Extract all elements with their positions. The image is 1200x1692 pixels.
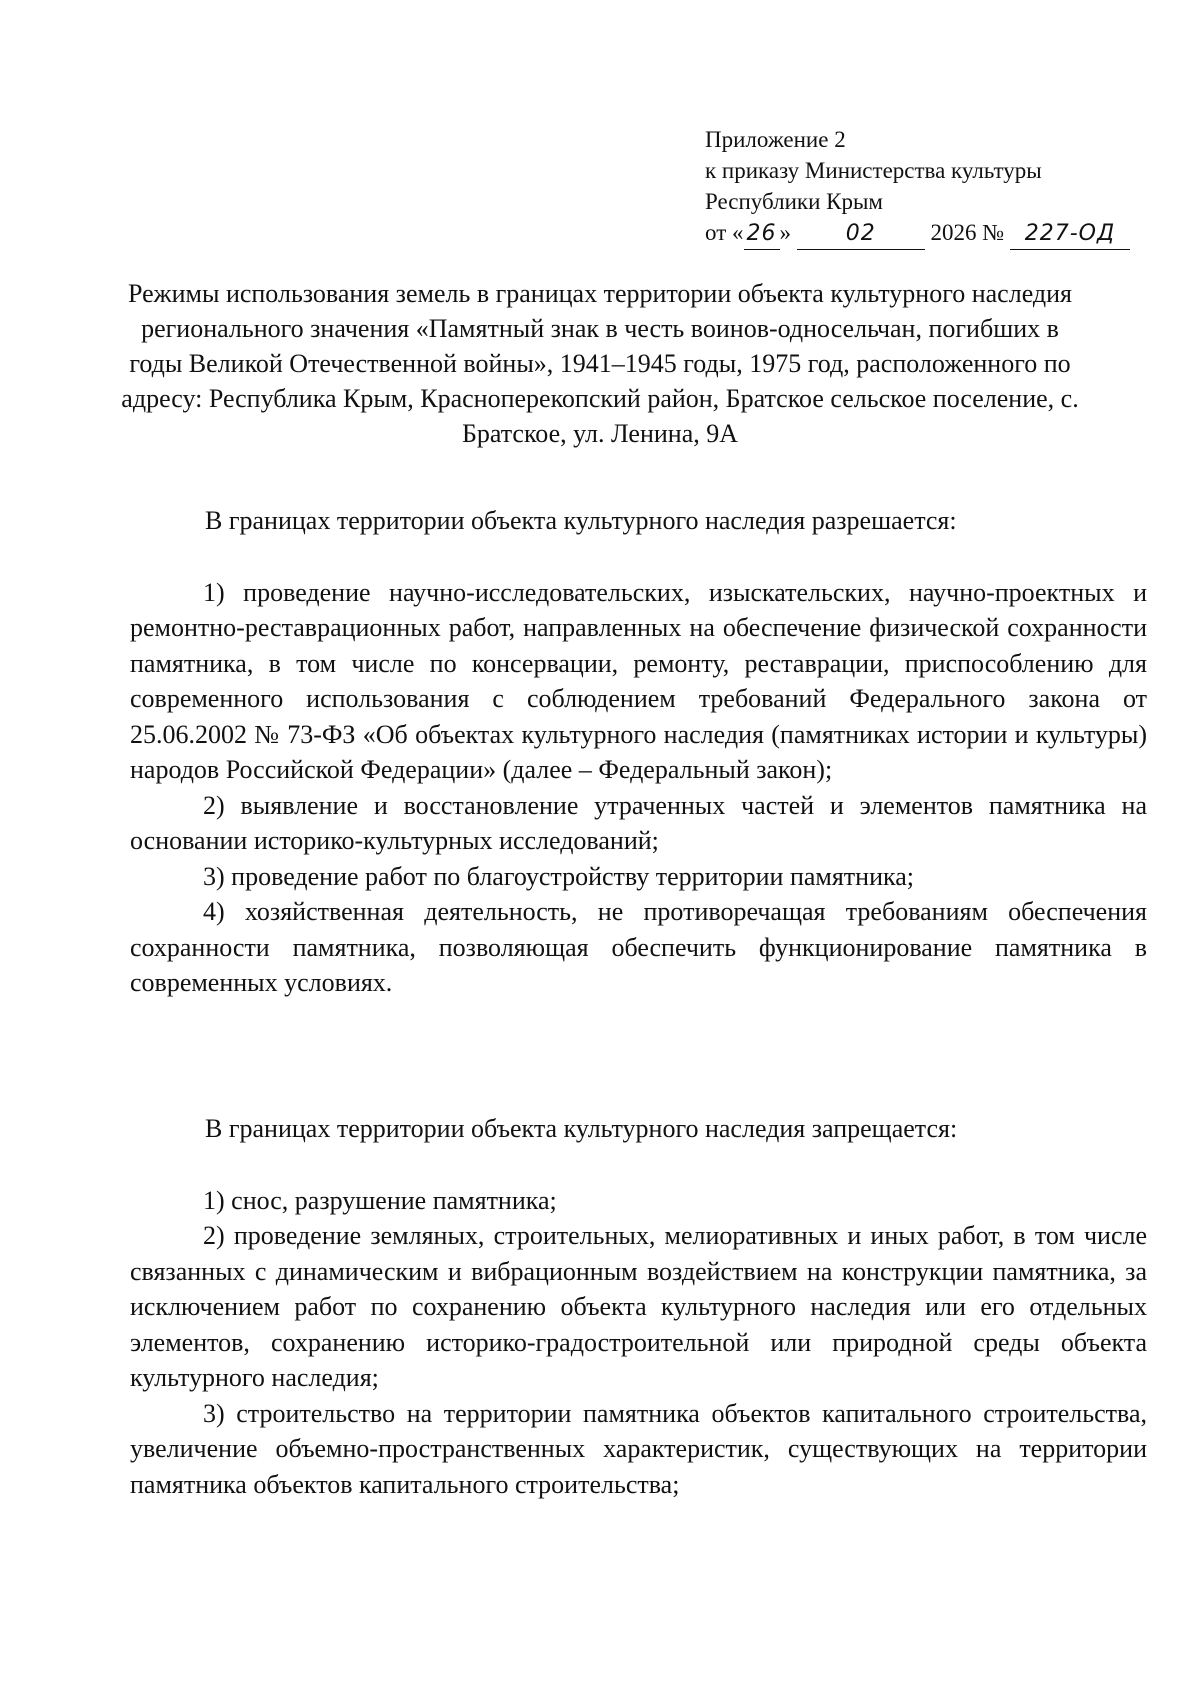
allowed-section [130,503,1147,1001]
forbidden-section [130,1111,1147,1502]
allowed-item-3: 3) проведение работ по благоустройству территории памятника; [203,861,915,891]
order-number: 227-ОД [1010,218,1130,250]
appendix-header [705,124,1130,250]
allowed-item-1: 1) проведение научно-исследовательских, изыскательских, научно-проектных и ремонтно-реставрационных работ, направленных на обеспечение физической сохранности памятника, в том числе по консервации, ремонту, реставрации, приспособлению для современного использования с соблюдением требований Федерального закона от 25.06.2002 № 73-ФЗ «Об объектах культурного наследия (памятниках истории и культуры) народов Российской Федерации» (далее – Федеральный закон); [130,577,1147,784]
forbidden-heading: В границах территории объекта культурного наследия запрещается: [205,1114,958,1143]
date-day: 26 [744,218,780,250]
allowed-item-4: 4) хозяйственная деятельность, не противоречащая требованиям обеспечения сохранности памятника, позволяющая обеспечить функционирование памятника в современных условиях. [130,897,1147,997]
order-reference: к приказу Министерства культуры [705,158,1042,183]
document-title: Режимы использования земель в границах территории объекта культурного наследия регионального значения «Памятный знак в честь воинов-односельчан, погибших в годы Великой Отечественной войны», 1941–1945 годы, 1975 год, расположенного по адресу: Республика Крым, Красноперекопский район, Братское сельское поселение, с. Братское, ул. Ленина, 9А [121,279,1079,448]
forbidden-item-1: 1) снос, разрушение памятника; [203,1185,557,1215]
date-month: 02 [797,218,925,250]
allowed-item-2: 2) выявление и восстановление утраченных частей и элементов памятника на основании историко-культурных исследований; [130,790,1147,855]
date-year: 2026 № [930,220,1005,245]
ministry-region: Республики Крым [705,189,883,214]
forbidden-item-2: 2) проведение земляных, строительных, мелиоративных и иных работ, в том числе связанных с динамическим и вибрационным воздействием на конструкции памятника, за исключением работ по сохранению объекта культурного наследия или его отдельных элементов, сохранению историко-градостроительной или природной среды объекта культурного наследия; [130,1221,1147,1392]
date-close: » [779,220,791,245]
appendix-number: Приложение 2 [705,127,846,152]
forbidden-item-3: 3) строительство на территории памятника объектов капитального строительства, увеличение объемно-пространственных характеристик, существующих на территории памятника объектов капитального строительства; [130,1398,1147,1499]
date-prefix: от « [705,220,744,245]
allowed-heading: В границах территории объекта культурного наследия разрешается: [205,506,957,535]
order-date-line [705,217,1130,250]
